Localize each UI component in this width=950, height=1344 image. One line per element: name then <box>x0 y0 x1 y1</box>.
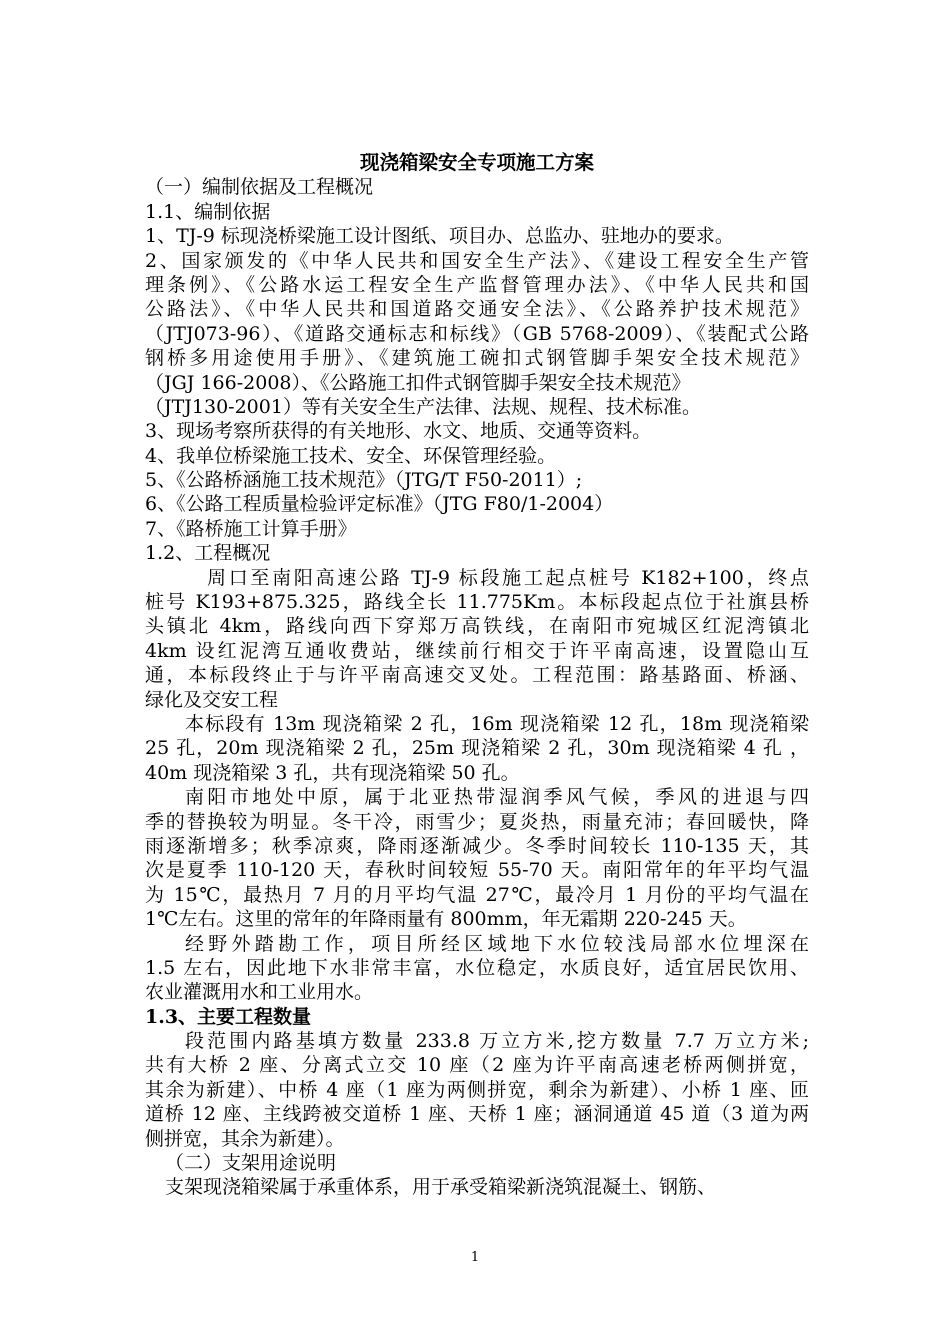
climate-paragraph-line: 雨逐渐增多；秋季凉爽，降雨逐渐减少。冬季时间较长 110-135 天，其 <box>145 834 809 857</box>
quantity-paragraph-line: 段范围内路基填方数量 233.8 万立方米,挖方数量 7.7 万立方米; <box>185 1030 809 1053</box>
basis-item-1: 1、TJ-9 标现浇桥梁施工设计图纸、项目办、总监办、驻地办的要求。 <box>145 225 734 248</box>
basis-item-2-line: （JTJ130-2001）等有关安全生产法律、法规、规程、技术标准。 <box>145 395 701 418</box>
basis-item-2-line: 公路法》、《中华人民共和国道路交通安全法》、《公路养护技术规范》 <box>145 298 809 321</box>
groundwater-paragraph-line: 农业灌溉用水和工业用水。 <box>145 981 374 1004</box>
basis-item-3: 3、现场考察所获得的有关地形、水文、地质、交通等资料。 <box>145 420 652 443</box>
climate-paragraph-line: 为 15℃，最热月 7 月的月平均气温 27℃，最冷月 1 月份的平均气温在 <box>145 883 809 906</box>
section-heading-1: （一）编制依据及工程概况 <box>145 176 374 199</box>
climate-paragraph-line: 1℃左右。这里的常年的年降雨量有 800mm，年无霜期 220-245 天。 <box>145 908 747 931</box>
subsection-heading-1-1: 1.1、编制依据 <box>145 200 271 223</box>
overview-paragraph-line: 周口至南阳高速公路 TJ-9 标段施工起点桩号 K182+100，终点 <box>207 566 809 589</box>
document-title: 现浇箱梁安全专项施工方案 <box>359 151 594 174</box>
document-body <box>145 151 809 1200</box>
climate-paragraph-line: 南阳市地处中原，属于北亚热带湿润季风气候，季风的进退与四 <box>185 786 809 809</box>
subsection-heading-1-2: 1.2、工程概况 <box>145 542 271 565</box>
overview-paragraph-line: 头镇北 4km，路线向西下穿郑万高铁线，在南阳市宛城区红泥湾镇北 <box>145 615 809 638</box>
basis-item-6: 6、《公路工程质量检验评定标准》（JTG F80/1-2004） <box>145 493 614 516</box>
quantity-paragraph-line: 共有大桥 2 座、分离式立交 10 座（2 座为许平南高速老桥两侧拼宽， <box>145 1054 809 1077</box>
basis-item-2-line: 理条例》、《公路水运工程安全生产监督管理办法》、《中华人民共和国 <box>145 273 809 296</box>
overview-paragraph-line: 绿化及交安工程 <box>145 688 279 711</box>
overview-paragraph-line: 4km 设红泥湾互通收费站，继续前行相交于许平南高速，设置隐山互 <box>145 639 809 662</box>
climate-paragraph-line: 次是夏季 110-120 天，春秋时间较短 55-70 天。南阳常年的年平均气温 <box>145 859 809 882</box>
page-number: 1 <box>470 1250 480 1265</box>
basis-item-2-line: 2、国家颁发的《中华人民共和国安全生产法》、《建设工程安全生产管 <box>145 249 809 272</box>
quantity-paragraph-line: 侧拼宽，其余为新建）。 <box>145 1127 345 1150</box>
groundwater-paragraph-line: 1.5 左右，因此地下水非常丰富，水位稳定，水质良好，适宜居民饮用、 <box>145 956 809 979</box>
basis-item-7: 7、《路桥施工计算手册》 <box>145 517 357 540</box>
basis-item-5: 5、《公路桥涵施工技术规范》（JTG/T F50-2011）; <box>145 469 583 492</box>
basis-item-4: 4、我单位桥梁施工技术、安全、环保管理经验。 <box>145 444 557 467</box>
overview-paragraph-line: 通，本标段终止于与许平南高速交叉处。工程范围：路基路面、桥涵、 <box>145 664 809 687</box>
groundwater-paragraph-line: 经野外踏勘工作，项目所经区域地下水位较浅局部水位埋深在 <box>185 932 809 955</box>
quantity-paragraph-line: 道桥 12 座、主线跨被交道桥 1 座、天桥 1 座；涵洞通道 45 道（3 道为两 <box>145 1103 809 1126</box>
girder-paragraph-line: 本标段有 13m 现浇箱梁 2 孔，16m 现浇箱梁 12 孔，18m 现浇箱梁 <box>185 712 809 735</box>
support-paragraph-line: 支架现浇箱梁属于承重体系，用于承受箱梁新浇筑混凝土、钢筋、 <box>165 1176 717 1199</box>
section-heading-2: （二）支架用途说明 <box>165 1152 337 1175</box>
basis-item-2-line: （JGJ 166-2008）、《公路施工扣件式钢管脚手架安全技术规范》 <box>145 371 691 394</box>
overview-paragraph-line: 桩号 K193+875.325，路线全长 11.775Km。本标段起点位于社旗县桥 <box>145 591 809 614</box>
girder-paragraph-line: 40m 现浇箱梁 3 孔，共有现浇箱梁 50 孔。 <box>145 761 520 784</box>
subsection-heading-1-3: 1.3、主要工程数量 <box>145 1005 312 1028</box>
basis-item-2-line: 钢桥多用途使用手册》、《建筑施工碗扣式钢管脚手架安全技术规范》 <box>145 347 809 370</box>
climate-paragraph-line: 季的替换较为明显。冬干冷，雨雪少；夏炎热，雨量充沛；春回暖快，降 <box>145 810 809 833</box>
girder-paragraph-line: 25 孔，20m 现浇箱梁 2 孔，25m 现浇箱梁 2 孔，30m 现浇箱梁 4 孔 ， <box>145 737 809 760</box>
basis-item-2-line: （JTJ073-96）、《道路交通标志和标线》（GB 5768-2009）、《装配式公路 <box>145 322 809 345</box>
quantity-paragraph-line: 其余为新建）、中桥 4 座（1 座为两侧拼宽，剩余为新建）、小桥 1 座、匝 <box>145 1078 809 1101</box>
